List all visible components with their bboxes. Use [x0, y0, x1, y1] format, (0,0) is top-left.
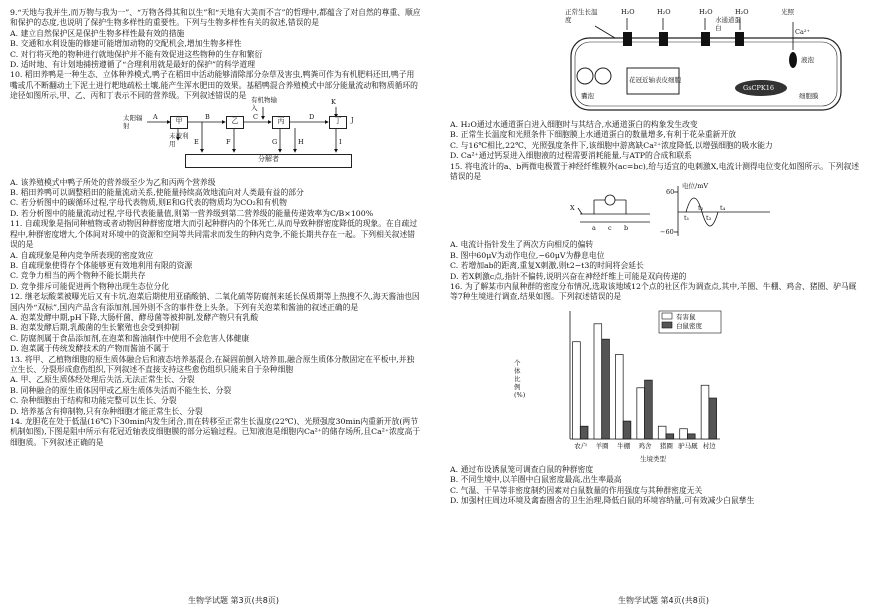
stimulus-x-label: X [570, 204, 575, 213]
bar-鸡舍-白鼠密度 [645, 380, 653, 439]
vacuole-label: 液泡 [801, 56, 814, 64]
tick-60: 60 [666, 188, 675, 197]
option-a: A. 建立自然保护区是保护生物多样性最有效的措施 [10, 28, 185, 38]
arrow-label-k: K [331, 97, 336, 106]
left-page [10, 8, 422, 448]
option-a: A. 通过布设诱鼠笼可调查白鼠的种群密度 [450, 464, 594, 474]
tick-t1: t₁ [684, 214, 690, 223]
option-d: D. 泡菜属于传统发酵技术的产物而酱油不属于 [10, 344, 170, 354]
question-12 [10, 292, 422, 354]
arrow-label-c: C [253, 112, 258, 121]
cell-caption: 花冠近轴表皮细胞 [629, 76, 681, 84]
legend-swatch [662, 313, 672, 319]
option-b: B. 不同生境中,以羊圈中白鼠密度最高,出生率最高 [450, 475, 622, 485]
bar-农户-白鼠密度 [580, 426, 588, 439]
bar-鸡舍-有害鼠 [637, 388, 645, 439]
q16-bar-chart [450, 303, 860, 465]
question-stem: 14. 龙胆花在处于低温(16℃)下30min内发生闭合,而在转移至正常生长温度(22℃)、光照强度30min内重新开放(两节机制如图),下图是阻中所示有花冠近轴表皮细胞膜的部分运输过程。已知液泡是细胞内Ca²⁺的储存场所,且Ca²⁺浓度高于细胞质。下列叙述正确的是 [10, 417, 421, 447]
arrow-label-i: I [339, 137, 342, 146]
question-15 [450, 162, 860, 282]
option-b: B. 同种融合的原生质体因甲或乙原生质体失活而不能生长、分裂 [10, 385, 232, 395]
question-stem: 12. 继老坛酸菜被曝光后又有卡坑,泡菜后期使用亚硝酸钠、二氧化硫等防腐剂来延长保质期等上热搜不久,海天酱油也因国内外“双标”,国内产品含有添加剂,国外则不含的事件登上头条。下列有关泡菜和酱油的叙述正确的是 [10, 292, 420, 312]
question-stem: 9.“天地与我并生,而万物与我为一”、“万物各得其和以生”和“天地有大美而不言”的哲理中,都蕴含了对自然的尊重、顺应和保护的态度,也说明了保护生物多样性的重要性。下列与生物多样性有关的叙述,错误的是 [10, 8, 421, 28]
page-footer-left: 生物学试题 第3页(共8页) [188, 596, 279, 605]
option-d: D. 若X刺激c点,指针不偏转,说明兴奋在神经纤维上可能是双向传递的 [450, 271, 687, 281]
q14-cell-diagram [565, 8, 865, 120]
option-a: A. 自疏现象是种内竞争所表现的密度效应 [10, 250, 154, 260]
bar-村边-有害鼠 [701, 385, 709, 439]
bar-羊圈-有害鼠 [594, 324, 602, 439]
option-c: C. 气温、干旱等非密度制约因素对白鼠数量的作用强度与其种群密度无关 [450, 485, 703, 495]
option-b: B. 稻田养鸭可以调整稻田的能量流动关系,使能量持续高效地流向对人类最有益的部分 [10, 188, 304, 198]
option-b: B. 交通和水利设施的修建可能增加动物的交配机会,增加生物多样性 [10, 39, 242, 49]
option-c: C. 对行将灭绝的物种进行就地保护并不能有效促进这些物种的生存和繁衍 [10, 49, 263, 59]
trophic-level-jia: 甲 [170, 116, 188, 129]
q15-figure [570, 182, 870, 240]
category-label: 村边 [702, 441, 716, 450]
bar-驴马厩-白鼠密度 [687, 434, 695, 439]
right-page [450, 8, 860, 507]
question-stem: 11. 自疏现象是指同种植物或者动物因种群密度增大而引起种群内的个体死亡,从而导致种群密度降低的现象。在自疏过程中,种群密度增大,个体间对环境中的资源和空间等共同需求而发生的种内竞争,不能长期共存在一起。下列相关叙述错误的是 [10, 219, 418, 250]
option-d: D. Ca²⁺通过钙泵进入细胞液的过程需要消耗能量,与ATP的合成和联系 [450, 151, 692, 161]
category-label: 牛棚 [617, 441, 631, 450]
option-b: B. 图中60μV为动作电位,−60μV为静息电位 [450, 250, 605, 260]
unused-label: 未被利用 [169, 131, 189, 148]
option-d: D. 适时地、有计划地捕捞遵循了“合理利用就是最好的保护”的科学道理 [10, 60, 256, 70]
category-label: 羊圈 [595, 441, 609, 450]
arrow-label-a: A [153, 112, 158, 121]
point-c-label: c [608, 224, 612, 233]
light-label: 光照 [781, 8, 794, 16]
energy-flow-diagram [123, 95, 385, 178]
tick-t2: t₂ [698, 204, 704, 213]
question-14-options [450, 120, 860, 162]
bar-chart-svg [450, 303, 860, 465]
membrane-label: 细胞膜 [799, 92, 819, 100]
bar-羊圈-白鼠密度 [602, 339, 610, 439]
option-a: A. 泡菜发酵中期,pH下降,大肠杆菌、酵母菌等被抑制,发酵产物只有乳酸 [10, 312, 259, 322]
trophic-level-yi: 乙 [226, 116, 244, 129]
potential-axis-label: 电位/mV [682, 182, 709, 191]
bar-牛棚-白鼠密度 [623, 421, 631, 439]
bar-猪圈-白鼠密度 [666, 434, 674, 439]
bar-牛棚-有害鼠 [615, 354, 623, 438]
option-c: C. 与16℃相比,22℃、光照强度条件下,该细胞中游离缺Ca²⁺浓度降低,以增强细胞的吸水能力 [450, 140, 773, 150]
question-13 [10, 355, 422, 417]
option-b: B. 泡菜发酵后期,乳酸菌的生长繁殖也会受到抑制 [10, 323, 180, 333]
question-10 [10, 70, 422, 219]
option-c: C. 竞争力相当的两个物种不能长期共存 [10, 271, 146, 281]
question-stem: 16. 为了解某市内鼠种群的密度分布情况,选取该地域12个点的社区作为调查点,其中,羊圈、牛棚、鸡舍、猪圈、驴马厩等7种生境进行调查,结果如图。下列叙述错误的是 [450, 282, 857, 302]
option-d: D. 加强村庄周边环境及禽畜圈舍的卫生治理,降低白鼠的环境容纳量,可有效减少白鼠孳生 [450, 496, 755, 506]
option-c: C. 若增加ab的距离,重复X刺激,则t2−t3的时间将会延长 [450, 261, 644, 271]
option-a: A. 电流计指针发生了两次方向相反的偏转 [450, 240, 594, 250]
page-footer-right: 生物学试题 第4页(共8页) [618, 596, 709, 605]
arrow-label-g: G [272, 137, 278, 146]
option-d: D. 竞争排斥可能促进两个物种出现生态位分化 [10, 281, 170, 291]
legend-entry: 白鼠密度 [676, 321, 702, 330]
tick-minus-60: −60 [660, 228, 674, 237]
calcium-label: Ca²⁺ [795, 28, 810, 36]
option-c: C. 杂种细胞由于结构和功能完整可以生长、分裂 [10, 396, 177, 406]
option-d: D. 培养基含有抑制物,只有杂种细胞才能正常生长、分裂 [10, 406, 203, 416]
water-label-3: H₂O [699, 8, 713, 16]
water-label-2: H₂O [657, 8, 671, 16]
legend-entry: 有害鼠 [676, 312, 696, 321]
option-a: A. 甲、乙原生质体经处理后失活,无法正常生长、分裂 [10, 375, 195, 385]
electrode-b-label: b [624, 224, 629, 233]
y-axis-label: 个体比例(%) [514, 358, 526, 399]
question-stem: 13. 将甲、乙植物细胞的原生质体融合后和液态培养基混合,在凝固前倒入培养皿,融合原生质体分散固定在平板中,并独立生长、分裂形成愈伤组织,下列叙述不直接支持这些愈伤组织只能来自于杂种细胞 [10, 354, 415, 374]
decomposer-box: 分解者 [185, 154, 352, 168]
option-d: D. 若分析图中的能量流动过程,字母代表能量值,则第一营养级到第二营养级的能量传递效率为C/B×100% [10, 208, 374, 218]
organic-input-label: 有机物输入 [251, 95, 277, 112]
question-16 [450, 282, 860, 506]
bar-驴马厩-有害鼠 [680, 429, 688, 439]
vesicle-label: 囊泡 [581, 92, 594, 100]
water-label-1: H₂O [621, 8, 635, 16]
tick-t3: t₃ [706, 214, 712, 223]
electrode-a-label: a [592, 224, 596, 233]
arrow-label-b: B [205, 112, 210, 121]
category-label: 驴马厩 [678, 441, 698, 450]
category-label: 鸡舍 [638, 441, 652, 450]
question-stem: 15. 将电流计的a、b两微电极置于神经纤维膜外(ac=bc),给与适宜的电刺激X,电流计测得电位变化如图所示。下列叙述错误的是 [450, 161, 860, 182]
bar-猪圈-有害鼠 [658, 426, 666, 439]
trophic-level-bing: 丙 [272, 116, 290, 129]
category-label: 农户 [574, 441, 588, 450]
arrow-label-e: E [194, 137, 199, 146]
option-c: C. 防腐剂属于食品添加剂,在泡菜和酱油制作中使用不会危害人体健康 [10, 333, 250, 343]
option-b: B. 自疏现象使得存个体能够更有效地利用有限的资源 [10, 260, 193, 270]
water-label-4: H₂O [735, 8, 749, 16]
question-11 [10, 219, 422, 292]
legend-swatch [662, 322, 672, 328]
arrow-label-h: H [298, 137, 304, 146]
option-c: C. 若分析图中的碳循环过程,字母代表物质,则E和G代表的物质均为CO₂和有机物 [10, 198, 287, 208]
arrow-label-f: F [226, 137, 231, 146]
tick-t4: t₄ [720, 204, 726, 213]
arrow-label-j: J [351, 115, 354, 124]
bar-农户-有害鼠 [573, 342, 581, 439]
arrow-label-d: D [309, 112, 315, 121]
question-stem: 10. 稻田养鸭是一种生态、立体种养模式,鸭子在稻田中活动能够清除部分杂草及害虫,鸭粪可作为有机肥料还田,鸭子用嘴或爪不断翻动土下泥土进行耙地疏松土壤,能产生浑水肥田的效果。基稻鸭混合养殖模式中部分能量流动和物质循环的途径如图所示,甲、乙、丙和丁表示不同的营养级。下列叙述错误的是 [10, 70, 418, 101]
protein-kinase-label: GsCPK16 [743, 84, 775, 92]
option-b: B. 正常生长温度和光照条件下细胞膜上水通道蛋白的数量增多,有利于花朵重新开放 [450, 130, 737, 140]
x-axis-label: 生境类型 [640, 454, 666, 463]
aquaporin-label: 水通道蛋白 [715, 16, 741, 32]
option-a: A. H₂O通过水通道蛋白进入细胞时与其结合,水通道蛋白的构象发生改变 [450, 120, 698, 129]
category-label: 猪圈 [659, 441, 673, 450]
trophic-level-ding: 丁 [329, 116, 347, 129]
question-14 [10, 417, 422, 448]
bar-村边-白鼠密度 [709, 398, 717, 439]
normal-temp-label: 正常生长温度 [565, 8, 598, 24]
sun-label: 太阳辐射 [123, 113, 143, 130]
question-9 [10, 8, 422, 70]
option-a: A. 该养殖模式中鸭子所处的营养级至少为乙和丙两个营养级 [10, 177, 216, 187]
